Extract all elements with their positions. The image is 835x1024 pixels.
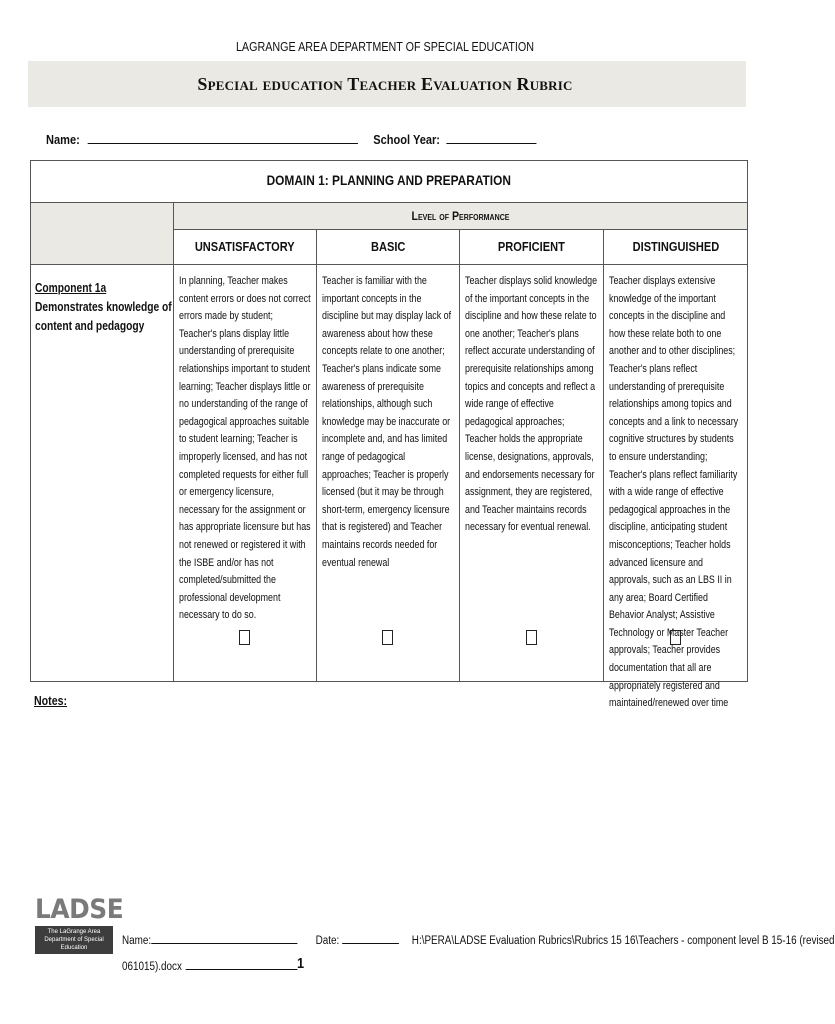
proficient-cell <box>460 265 604 682</box>
basic-checkbox[interactable] <box>382 630 393 645</box>
document-title: Special education Teacher Evaluation Rubric <box>197 74 573 94</box>
corner-cell <box>31 203 174 265</box>
notes-label: Notes: <box>34 694 68 708</box>
basic-description: Teacher is familiar with the important concepts in the discipline but may display lack of awareness about how these concepts relate to one another; Teacher's plans indicate some awareness of prerequisite relationships, although such knowledge may be inaccurate or incomplete and, and has limited range of pedagogical approaches; Teacher is properly licensed (but it may be through short-term, emergency licensure that is registered) and Teacher maintains records needed for eventual renewal <box>322 275 452 569</box>
name-field[interactable] <box>88 131 358 144</box>
footer-line-1 <box>122 932 835 947</box>
school-year-label: School Year: <box>373 132 440 147</box>
name-row <box>46 131 537 147</box>
level-label: BASIC <box>370 239 406 254</box>
level-label: UNSATISFACTORY <box>195 239 295 254</box>
unsatisfactory-cell <box>174 265 317 682</box>
agency-name: LAGRANGE AREA DEPARTMENT OF SPECIAL EDUCATION <box>235 40 535 54</box>
component-description: Demonstrates knowledge of content and pedagogy <box>35 300 172 333</box>
unsatisfactory-checkbox[interactable] <box>239 630 250 645</box>
logo-wordmark: LADSE <box>35 894 124 925</box>
component-cell <box>31 265 174 682</box>
footer-file-name: 061015).docx <box>122 961 182 973</box>
footer-file-path: H:\PERA\LADSE Evaluation Rubrics\Rubrics 15 16\Teachers - component level B 15-16 (revised <box>411 935 835 947</box>
footer-name-field[interactable] <box>151 932 297 944</box>
component-info <box>35 279 191 336</box>
footer-date-field[interactable] <box>342 932 399 944</box>
ladse-logo <box>35 894 124 954</box>
footer-signature-line[interactable] <box>185 958 297 970</box>
domain-header <box>31 161 748 203</box>
footer-line-2 <box>122 958 297 973</box>
distinguished-cell <box>604 265 748 710</box>
proficient-checkbox[interactable] <box>526 630 537 645</box>
level-unsatisfactory-header <box>174 230 317 265</box>
logo-tagline: The LaGrange Area Department of Special Education <box>35 926 113 954</box>
level-label: DISTINGUISHED <box>632 239 719 254</box>
level-basic-header <box>317 230 460 265</box>
domain-title: DOMAIN 1: PLANNING AND PREPARATION <box>266 172 512 188</box>
distinguished-checkbox[interactable] <box>670 630 681 645</box>
level-of-performance-label: Level of Performance <box>411 209 510 223</box>
school-year-field[interactable] <box>446 131 536 144</box>
basic-cell <box>317 265 460 682</box>
unsatisfactory-description: In planning, Teacher makes content errors or does not correct errors made by student; Teacher's plans display little understanding of prerequisite relationships important to student learning; Teacher displays little or no understanding of the range of pedagogical approaches suitable to student learning; Teacher is improperly licensed, and has not completed requests for either full or emergency licensure, necessary for the assignment or has appropriate licensure but has not renewed or registered it with the ISBE and/or has not completed/submitted the professional development necessary to do so. <box>179 275 311 622</box>
proficient-description: Teacher displays solid knowledge of the important concepts in the discipline and how these relate to one another; Teacher's plans reflect accurate understanding of prerequisite relationships among topics and concepts and reflect a wide range of effective pedagogical approaches; Teacher holds the appropriate license, designations, approvals, and endorsements necessary for assignment, they are registered, and Teacher maintains records necessary for eventual renewal. <box>465 275 598 534</box>
footer-name-label: Name: <box>122 935 152 947</box>
component-title: Component 1a <box>35 281 107 295</box>
name-label: Name: <box>46 132 80 147</box>
level-distinguished-header <box>604 230 748 265</box>
page-number: 1 <box>297 955 305 972</box>
footer-date-label: Date: <box>315 935 340 947</box>
level-proficient-header <box>460 230 604 265</box>
level-label: PROFICIENT <box>498 239 565 254</box>
distinguished-description: Teacher displays extensive knowledge of the important concepts in the discipline and how these relate both to one another and to other disciplines; Teacher's plans reflect understanding of prerequisite relationships among topics and concepts and a link to necessary cognitive structures by students to ensure understanding; Teacher's plans reflect familiarity with a wide range of effective pedagogical approaches in the discipline, anticipating student misconceptions; Teacher holds advanced licensure and approvals, such as an LBS II in any area; Board Certified Behavior Analyst; Assistive Technology or Master Teacher approvals; Teacher provides documentation that all are appropriately registered and maintained/renewed over time <box>609 275 739 710</box>
level-header <box>174 203 748 230</box>
